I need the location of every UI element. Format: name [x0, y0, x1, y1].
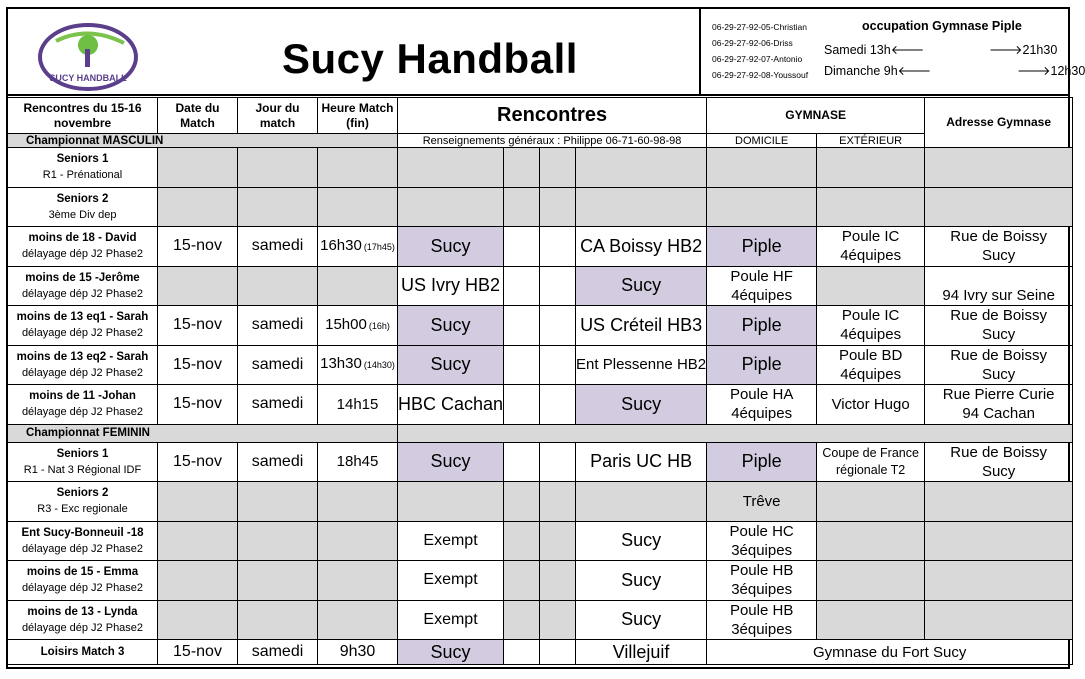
match-row: [8, 482, 1073, 522]
match-time: [318, 306, 398, 346]
match-date: [158, 600, 238, 640]
category-name: moins de 18 - David: [28, 232, 137, 245]
address-line2: 94 Ivry sur Seine: [942, 286, 1055, 304]
match-date: 15-nov: [158, 306, 238, 346]
address-cell: [925, 385, 1073, 425]
score-away: [540, 187, 576, 227]
address-line2: Sucy: [981, 365, 1016, 383]
category-cell: [8, 227, 158, 267]
home-team: US Ivry HB2: [398, 266, 504, 306]
match-row: [8, 187, 1073, 227]
category-level: R3 - Exc regionale: [37, 503, 128, 516]
gymnase-cell: Poule HB 3équipes: [707, 600, 817, 640]
category-name: moins de 13 eq1 - Sarah: [16, 311, 149, 324]
away-team: [576, 482, 707, 522]
score-away: [540, 227, 576, 267]
category-level: 3ème Div dep: [48, 208, 117, 221]
phone-youssouf: 06-29-27-92-08-Youssouf: [712, 70, 809, 80]
exterieur-cell: Poule IC 4équipes: [817, 306, 925, 346]
away-team: [576, 148, 707, 188]
col-date-match: Date du Match: [158, 98, 238, 134]
score-home: [504, 266, 540, 306]
address-line1: Rue de Boissy: [950, 228, 1047, 246]
phone-antonio: 06-29-27-92-07-Antonio: [712, 54, 803, 64]
address-cell: [925, 227, 1073, 267]
section-feminin: Championnat FEMININ: [8, 424, 398, 442]
away-team: US Créteil HB3: [576, 306, 707, 346]
away-team: CA Boissy HB2: [576, 227, 707, 267]
away-team: Ent Plessenne HB2: [576, 345, 707, 385]
category-cell: [8, 187, 158, 227]
address-cell: [925, 306, 1073, 346]
match-day: samedi: [238, 385, 318, 425]
score-away: [540, 561, 576, 601]
address-line2: Sucy: [981, 247, 1016, 265]
category-cell: [8, 442, 158, 482]
match-day: [238, 521, 318, 561]
address-line1: [925, 267, 1072, 286]
match-time: [318, 187, 398, 227]
away-team: Sucy: [576, 385, 707, 425]
gymnase-cell: Piple: [707, 442, 817, 482]
match-date: 15-nov: [158, 385, 238, 425]
category-level: délayage dép J2 Phase2: [21, 287, 144, 300]
match-date: 15-nov: [158, 227, 238, 267]
category-level: délayage dép J2 Phase2: [21, 621, 144, 634]
away-team: Sucy: [576, 561, 707, 601]
section-spacer: [398, 424, 1073, 442]
match-date: [158, 266, 238, 306]
score-home: [504, 306, 540, 346]
col-exterieur: EXTÉRIEUR: [817, 134, 925, 148]
match-day: samedi: [238, 227, 318, 267]
match-row: [8, 306, 1073, 346]
gymnase-cell: Poule HB 3équipes: [707, 561, 817, 601]
category-cell: [8, 482, 158, 522]
exterieur-cell: Poule IC 4équipes: [817, 227, 925, 267]
match-day: samedi: [238, 442, 318, 482]
match-row: [8, 561, 1073, 601]
match-day: [238, 148, 318, 188]
address-line2: Sucy: [981, 462, 1016, 480]
match-time: [318, 385, 398, 425]
category-name: Seniors 1: [56, 153, 109, 166]
score-away: [540, 148, 576, 188]
address-cell: [925, 600, 1073, 640]
time-start: 13h30: [320, 355, 362, 373]
score-home: [504, 600, 540, 640]
home-team: Exempt: [398, 521, 504, 561]
home-team: Sucy: [398, 306, 504, 346]
match-row: [8, 600, 1073, 640]
sub-header-row: [8, 134, 1073, 148]
gymnase-cell: [707, 187, 817, 227]
category-level: délayage dép J2 Phase2: [21, 406, 144, 419]
category-cell: [8, 345, 158, 385]
match-date: [158, 561, 238, 601]
category-cell: [8, 266, 158, 306]
header-divider: [699, 7, 701, 94]
gymnase-cell: Piple: [707, 345, 817, 385]
occupation-title: occupation Gymnase Piple: [862, 19, 1022, 33]
time-end: (16h): [368, 320, 390, 331]
address-cell: [925, 482, 1073, 522]
score-away: [540, 306, 576, 346]
col-adresse: Adresse Gymnase: [925, 98, 1073, 148]
score-away: [540, 345, 576, 385]
match-date: [158, 521, 238, 561]
score-home: [504, 521, 540, 561]
col-rencontres: Rencontres: [398, 98, 707, 134]
category-level: délayage dép J2 Phase2: [21, 366, 144, 379]
schedule-table: [7, 97, 1073, 665]
category-level: R1 - Prénational: [42, 169, 123, 182]
category-cell: [8, 521, 158, 561]
address-line1: Rue de Boissy: [950, 307, 1047, 325]
gymnase-cell: [707, 148, 817, 188]
category-name: Ent Sucy-Bonneuil -18: [21, 526, 144, 539]
exterieur-cell: [817, 600, 925, 640]
col-rencontres-du: Rencontres du 15-16 novembre: [8, 98, 158, 134]
time-start: 15h00: [325, 315, 367, 333]
arrow-right-icon: 🡒: [989, 43, 1023, 57]
match-time: 9h30: [318, 640, 398, 665]
category-cell: [8, 148, 158, 188]
match-day: samedi: [238, 306, 318, 346]
match-time: [318, 227, 398, 267]
match-time: [318, 148, 398, 188]
match-day: [238, 266, 318, 306]
occupation-sunday: Dimanche 9h🡐: [824, 64, 932, 78]
category-name: Seniors 2: [56, 487, 109, 500]
address-cell: [925, 187, 1073, 227]
match-day: [238, 600, 318, 640]
home-team: HBC Cachan: [398, 385, 504, 425]
home-team: [398, 187, 504, 227]
score-away: [540, 600, 576, 640]
exterieur-cell: [817, 187, 925, 227]
arrow-left-icon: 🡐: [897, 64, 932, 78]
match-row: [8, 148, 1073, 188]
time-start: 14h15: [336, 395, 379, 413]
score-away: [540, 442, 576, 482]
loisirs-row: [8, 640, 1073, 665]
score-home: [504, 442, 540, 482]
address-line2: Sucy: [981, 326, 1016, 344]
away-team: Paris UC HB: [576, 442, 707, 482]
away-team: [576, 187, 707, 227]
time-end: (17h45): [363, 241, 395, 252]
time-start: 18h45: [336, 453, 379, 471]
home-team: Sucy: [398, 345, 504, 385]
club-logo: [36, 21, 140, 93]
score-home: [504, 187, 540, 227]
column-header-row: [8, 98, 1073, 134]
gymnase-cell: Poule HA 4équipes: [707, 385, 817, 425]
home-team: Sucy: [398, 640, 504, 665]
score-home: [504, 561, 540, 601]
phone-driss: 06-29-27-92-06-Driss: [712, 38, 793, 48]
category-level: délayage dép J2 Phase2: [21, 582, 144, 595]
exterieur-cell: [817, 482, 925, 522]
category-name: Seniors 1: [56, 447, 109, 460]
category-name: moins de 13 - Lynda: [27, 605, 138, 618]
match-date: [158, 482, 238, 522]
match-row: [8, 521, 1073, 561]
category-name: moins de 11 -Johan: [29, 390, 136, 403]
page-title: Sucy Handball: [282, 35, 578, 82]
address-cell: [925, 148, 1073, 188]
section-row-feminin: [8, 424, 1073, 442]
gymnase-cell: Trêve: [707, 482, 817, 522]
gymnase-cell: Piple: [707, 306, 817, 346]
category-cell: [8, 600, 158, 640]
col-jour-match: Jour du match: [238, 98, 318, 134]
match-time: [318, 521, 398, 561]
address-cell: [925, 561, 1073, 601]
loisirs-gymnase: Gymnase du Fort Sucy: [707, 640, 1073, 665]
arrow-right-icon: 🡒: [1017, 64, 1051, 78]
exterieur-cell: [817, 266, 925, 306]
match-row: [8, 345, 1073, 385]
match-day: samedi: [238, 640, 318, 665]
score-home: [504, 640, 540, 665]
match-time: [318, 266, 398, 306]
gymnase-cell: Poule HC 3équipes: [707, 521, 817, 561]
match-row: [8, 385, 1073, 425]
col-domicile: DOMICILE: [707, 134, 817, 148]
gymnase-cell: Poule HF 4équipes: [707, 266, 817, 306]
score-away: [540, 640, 576, 665]
score-home: [504, 482, 540, 522]
score-away: [540, 482, 576, 522]
match-day: [238, 561, 318, 601]
exterieur-cell: [817, 561, 925, 601]
score-away: [540, 385, 576, 425]
phone-christian: 06-29-27-92-05-Christian: [712, 22, 807, 32]
address-cell: [925, 345, 1073, 385]
score-away: [540, 266, 576, 306]
match-day: [238, 482, 318, 522]
score-home: [504, 385, 540, 425]
address-cell: [925, 521, 1073, 561]
match-row: [8, 266, 1073, 306]
home-team: [398, 482, 504, 522]
arrow-left-icon: 🡐: [890, 43, 925, 57]
exterieur-cell: Victor Hugo: [817, 385, 925, 425]
home-team: Exempt: [398, 561, 504, 601]
match-time: [318, 482, 398, 522]
away-team: Villejuif: [576, 640, 707, 665]
time-start: 16h30: [320, 236, 362, 254]
score-home: [504, 345, 540, 385]
exterieur-cell: [817, 521, 925, 561]
score-home: [504, 227, 540, 267]
home-team: [398, 148, 504, 188]
category-level: délayage dép J2 Phase2: [21, 248, 144, 261]
occupation-sunday-end: 🡒12h30: [1017, 64, 1085, 78]
category-level: délayage dép J2 Phase2: [21, 327, 144, 340]
occupation-saturday-end: 🡒21h30: [989, 43, 1058, 57]
category-cell: [8, 561, 158, 601]
away-team: Sucy: [576, 266, 707, 306]
match-date: 15-nov: [158, 345, 238, 385]
category-name: moins de 15 - Emma: [26, 566, 139, 579]
category-level: délayage dép J2 Phase2: [21, 542, 144, 555]
match-date: 15-nov: [158, 640, 238, 665]
address-cell: [925, 266, 1073, 306]
address-line1: Rue de Boissy: [950, 443, 1047, 461]
time-end: (14h30): [363, 360, 395, 371]
exterieur-cell: [817, 148, 925, 188]
category-cell: [8, 306, 158, 346]
home-team: Exempt: [398, 600, 504, 640]
match-date: [158, 148, 238, 188]
category-name: Seniors 2: [56, 192, 109, 205]
phone-list: [712, 19, 808, 83]
renseignements: Renseignements généraux : Philippe 06-71-60-98-98: [398, 134, 707, 148]
match-row: [8, 442, 1073, 482]
col-heure-match: Heure Match (fin): [318, 98, 398, 134]
exterieur-cell: Poule BD 4équipes: [817, 345, 925, 385]
category-level: R1 - Nat 3 Régional IDF: [23, 463, 142, 476]
loisirs-category: Loisirs Match 3: [8, 640, 158, 665]
score-home: [504, 148, 540, 188]
match-day: [238, 187, 318, 227]
category-name: moins de 13 eq2 - Sarah: [16, 350, 149, 363]
gymnase-cell: Piple: [707, 227, 817, 267]
match-time: [318, 561, 398, 601]
address-line2: 94 Cachan: [962, 405, 1035, 423]
address-line1: Rue Pierre Curie: [942, 386, 1055, 404]
match-day: samedi: [238, 345, 318, 385]
match-date: [158, 187, 238, 227]
category-cell: [8, 385, 158, 425]
exterieur-cell: Coupe de France régionale T2: [817, 442, 925, 482]
home-team: Sucy: [398, 227, 504, 267]
score-away: [540, 521, 576, 561]
match-date: 15-nov: [158, 442, 238, 482]
occupation-saturday: Samedi 13h🡐: [824, 43, 925, 57]
section-masculin: Championnat MASCULIN: [8, 134, 398, 148]
match-time: [318, 600, 398, 640]
match-time: [318, 345, 398, 385]
away-team: Sucy: [576, 521, 707, 561]
page-header: [6, 7, 1085, 96]
col-gymnase: GYMNASE: [707, 98, 925, 134]
address-line1: Rue de Boissy: [950, 346, 1047, 364]
match-row: [8, 227, 1073, 267]
address-cell: [925, 442, 1073, 482]
svg-text:SUCY HANDBALL: SUCY HANDBALL: [49, 73, 127, 83]
away-team: Sucy: [576, 600, 707, 640]
category-name: moins de 15 -Jerôme: [25, 271, 140, 284]
home-team: Sucy: [398, 442, 504, 482]
match-time: [318, 442, 398, 482]
